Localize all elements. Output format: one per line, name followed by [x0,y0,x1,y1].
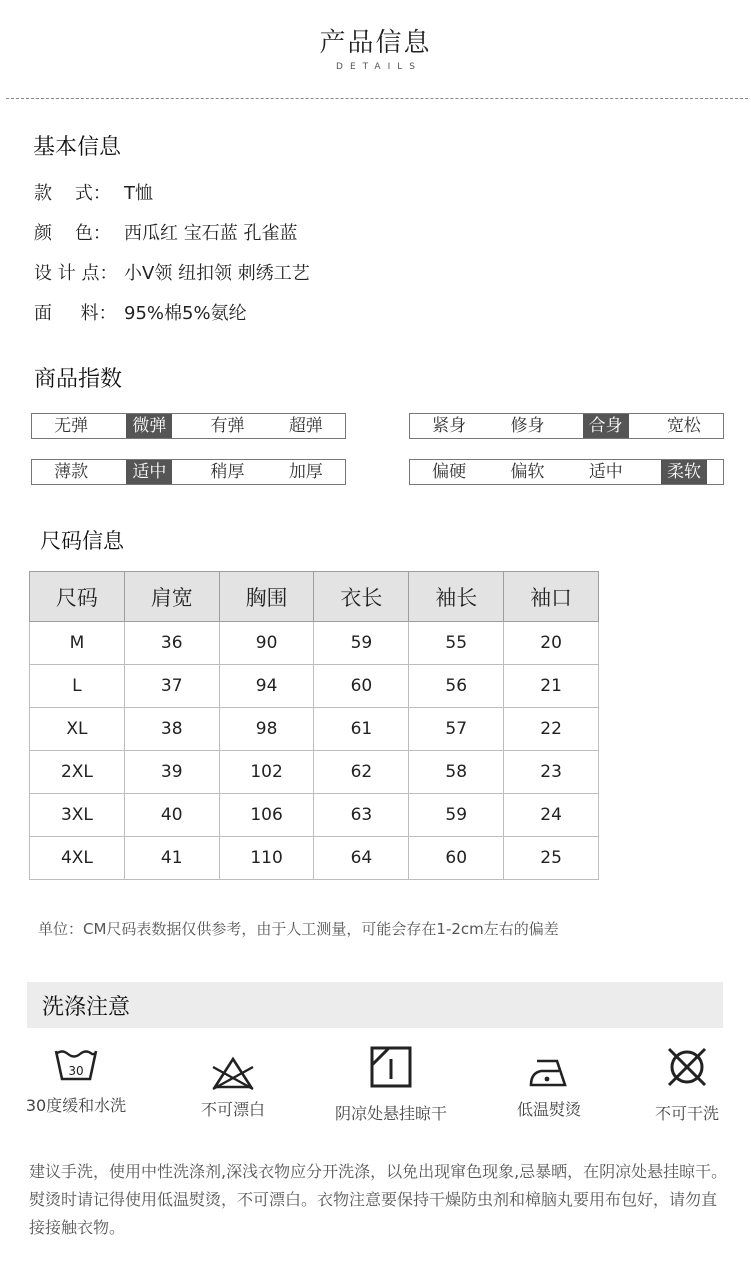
index-option: 微弹 [126,414,172,438]
line-dry-shade-icon [369,1045,413,1089]
wash-temp-label: 30 [68,1064,84,1078]
size-header-cell: 尺码 [30,572,125,622]
size-header-cell: 肩宽 [124,572,219,622]
wash-advice: 建议手洗，使用中性洗涤剂,深浅衣物应分开洗涤，以免出现窜色现象,忌暴晒，在阴凉处悬挂晾干。熨烫时请记得使用低温熨烫，不可漂白。衣物注意要保持干燥防虫剂和樟脑丸要用布包好，请勿直接接触衣物。 [29,1162,728,1237]
size-cell: 59 [409,794,504,837]
index-option: 加厚 [288,462,323,482]
index-option: 合身 [583,414,629,438]
no-dry-clean-icon [665,1045,709,1089]
size-cell: L [30,665,125,708]
size-cell: 60 [409,837,504,880]
size-cell: 40 [124,794,219,837]
basic-row-style [34,172,310,212]
basic-row-value: 小V领 纽扣领 刺绣工艺 [124,263,310,284]
header-divider [6,98,748,99]
basic-row-value: 西瓜红 宝石蓝 孔雀蓝 [124,223,298,244]
index-option: 有弹 [210,416,245,436]
size-cell: 61 [314,708,409,751]
care-item-wash-30 [1,1045,151,1119]
care-label: 不可干洗 [654,1104,719,1123]
basic-row-value: T恤 [124,183,153,204]
size-table-row [30,794,599,837]
size-info-title: 尺码信息 [40,529,124,553]
index-option: 紧身 [432,416,467,436]
basic-row-value: 95%棉5%氨纶 [124,303,247,324]
size-table-row [30,708,599,751]
size-cell: 102 [219,751,314,794]
index-option: 适中 [588,462,623,482]
wash-section-bar [27,982,723,1028]
page-subtitle: DETAILS [336,62,422,72]
size-cell: 22 [504,708,599,751]
wash-30-icon [52,1045,100,1085]
fit-index [409,413,724,439]
size-header-cell: 胸围 [219,572,314,622]
size-cell: 25 [504,837,599,880]
size-cell: XL [30,708,125,751]
size-header-cell: 衣长 [314,572,409,622]
care-label: 阴凉处悬挂晾干 [334,1104,447,1123]
care-item-iron-low [474,1045,624,1123]
index-option: 偏软 [510,462,545,482]
size-cell: 4XL [30,837,125,880]
size-note: 单位：CM尺码表数据仅供参考，由于人工测量，可能会存在1-2cm左右的偏差 [38,920,559,938]
care-item-no-bleach [158,1045,308,1123]
care-label: 低温熨烫 [516,1100,581,1119]
iron-low-icon [527,1055,571,1091]
size-cell: 36 [124,622,219,665]
basic-row-design [34,252,310,292]
basic-row-key: 颜 色： [34,223,111,244]
size-cell: 23 [504,751,599,794]
basic-row-key: 款 式： [34,183,111,204]
basic-info-list [34,172,310,332]
size-cell: 98 [219,708,314,751]
size-cell: 21 [504,665,599,708]
size-cell: M [30,622,125,665]
basic-row-fabric [34,292,310,332]
size-cell: 57 [409,708,504,751]
index-option: 宽松 [666,416,701,436]
size-cell: 110 [219,837,314,880]
care-label: 30度缓和水洗 [25,1096,127,1115]
size-cell: 3XL [30,794,125,837]
size-cell: 90 [219,622,314,665]
page-title: 产品信息 [319,28,432,58]
size-cell: 2XL [30,751,125,794]
index-option: 适中 [126,460,172,484]
page-header [0,26,751,72]
size-table-row [30,837,599,880]
basic-row-color [34,212,310,252]
size-cell: 94 [219,665,314,708]
size-cell: 41 [124,837,219,880]
size-cell: 63 [314,794,409,837]
size-cell: 106 [219,794,314,837]
product-index-title: 商品指数 [34,367,123,392]
size-table-row [30,622,599,665]
index-option: 偏硬 [432,462,467,482]
size-header-cell: 袖长 [409,572,504,622]
index-option: 修身 [510,416,545,436]
elasticity-index [31,413,346,439]
index-option: 稍厚 [210,462,245,482]
thickness-index [31,459,346,485]
basic-row-key: 面 料： [34,303,117,324]
size-cell: 59 [314,622,409,665]
care-item-no-dry-clean [612,1045,751,1127]
index-option: 超弹 [288,416,323,436]
size-header-cell: 袖口 [504,572,599,622]
index-option: 柔软 [661,460,707,484]
size-table-header [30,572,599,622]
size-table-row [30,665,599,708]
size-table [29,571,599,880]
size-cell: 39 [124,751,219,794]
size-cell: 24 [504,794,599,837]
size-cell: 58 [409,751,504,794]
care-item-line-dry [316,1045,466,1127]
size-cell: 64 [314,837,409,880]
size-table-row [30,751,599,794]
size-cell: 37 [124,665,219,708]
basic-row-key: 设 计 点： [34,263,118,284]
size-cell: 60 [314,665,409,708]
index-option: 无弹 [54,416,89,436]
size-cell: 38 [124,708,219,751]
softness-index [409,459,724,485]
basic-info-title: 基本信息 [33,135,122,160]
size-cell: 55 [409,622,504,665]
size-cell: 20 [504,622,599,665]
index-option: 薄款 [54,462,89,482]
no-bleach-icon [209,1053,257,1093]
size-cell: 56 [409,665,504,708]
care-label: 不可漂白 [200,1100,265,1119]
wash-title: 洗涤注意 [42,995,131,1020]
size-cell: 62 [314,751,409,794]
